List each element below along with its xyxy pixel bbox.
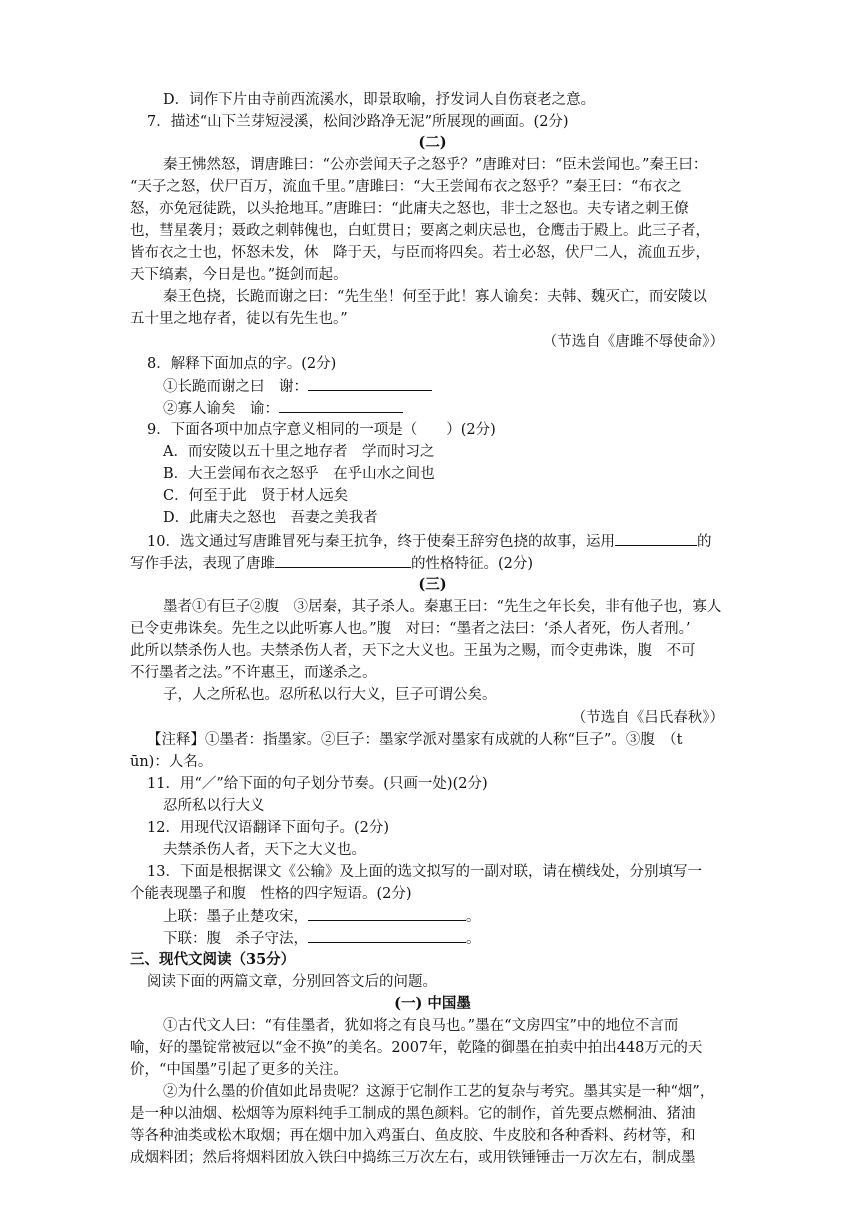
text-line-l06	[130, 199, 689, 219]
text-line-l19	[163, 486, 348, 506]
line-text: 三、现代文阅读（35分）	[130, 951, 296, 968]
line-text: 13．下面是根据课文《公输》及上面的选文拟写的一副对联，请在横线处，分别填写一	[147, 864, 702, 880]
text-line-l04	[163, 155, 707, 175]
text-line-l42	[0, 994, 865, 1014]
line-text: “天子之怒，伏尸百万，流血千里。”唐雎曰：“大王尝闻布衣之怒乎？”秦王曰：“布衣之	[130, 179, 682, 195]
text-line-l16	[147, 420, 496, 440]
line-text: ①长跪而谢之曰 谢：	[163, 379, 308, 395]
line-text: 是一种以油烟、松烟等为原料纯手工制成的黑色颜料。它的制作，首先要点燃桐油、猪油	[130, 1106, 696, 1122]
text-line-l44	[130, 1038, 702, 1058]
text-line-l29	[0, 708, 724, 728]
text-line-l07	[130, 221, 710, 241]
line-text: 五十里之地存者，徒以有先生也。”	[130, 311, 348, 327]
text-line-l12	[0, 332, 724, 352]
text-line-l32	[147, 774, 488, 794]
line-text: （节选自《唐雎不辱使命》）	[542, 334, 724, 350]
line-text: (一) 中国墨	[394, 995, 471, 1012]
text-line-l36	[147, 862, 702, 882]
line-text: 不行墨者之法。”不许惠王，而遂杀之。	[130, 665, 377, 681]
line-text: 个能表现墨子和腹 性格的四字短语。(2分)	[130, 886, 412, 902]
answer-blank[interactable]	[308, 376, 432, 391]
text-line-l02	[147, 112, 569, 132]
line-text: 怒，亦免冠徒跣，以头抢地耳。”唐雎曰：“此庸夫之怒也，非士之怒也。夫专诸之刺王僚	[130, 201, 689, 217]
text-line-l17	[163, 442, 434, 462]
text-line-l37	[130, 884, 412, 904]
text-line-l25	[130, 619, 691, 639]
text-line-l08	[130, 243, 710, 263]
text-line-l26	[130, 641, 696, 661]
text-line-l35	[163, 840, 366, 860]
line-text: 子，人之所私也。忍所私以行大义，巨子可谓公矣。	[163, 687, 497, 703]
line-text: 价，“中国墨”引起了更多的关注。	[130, 1062, 348, 1078]
text-line-l41	[147, 972, 437, 992]
text-line-l40	[130, 950, 295, 970]
line-text-after: 。	[466, 909, 481, 925]
text-line-l30	[147, 730, 682, 750]
line-text: 墨者①有巨子②腹 ③居秦，其子杀人。秦惠王曰：“先生之年长矣，非有他子也，寡人	[163, 599, 722, 615]
line-text-after: 。	[466, 931, 481, 947]
text-line-l24	[163, 597, 721, 617]
text-line-l10	[163, 287, 707, 307]
text-line-l18	[163, 464, 435, 484]
line-text: 11．用“／”给下面的句子划分节奏。(只画一处)(2分)	[147, 776, 488, 792]
line-text: (二)	[418, 134, 447, 151]
text-line-l31	[130, 752, 212, 772]
text-line-l38	[163, 906, 481, 927]
line-text: ūn)：人名。	[130, 754, 213, 770]
line-text: D．此庸夫之怒也 吾妻之美我者	[163, 510, 378, 526]
text-line-l49	[130, 1148, 696, 1168]
text-line-l48	[130, 1126, 696, 1146]
text-line-l28	[163, 685, 497, 705]
line-text: D．词作下片由寺前西流溪水，即景取喻，抒发词人自伤衰老之意。	[163, 92, 596, 108]
line-text: ②为什么墨的价值如此昂贵呢？这源于它制作工艺的复杂与考究。墨其实是一种“烟”，	[163, 1084, 715, 1100]
line-text: 喻，好的墨锭常被冠以“金不换”的美名。2007年，乾隆的御墨在拍卖中拍出448万元的天	[130, 1040, 703, 1056]
line-text: 已令吏弗诛矣。先生之以此听寡人也。”腹 对曰：“墨者之法曰：‘杀人者死，伤人者刑。’	[130, 621, 691, 637]
text-line-l20	[163, 508, 378, 528]
line-text: 上联：墨子止楚攻宋，	[163, 909, 308, 925]
text-line-l11	[130, 309, 348, 329]
text-line-l09	[130, 265, 348, 285]
answer-blank[interactable]	[275, 553, 411, 568]
line-text: 忍所私以行大义	[163, 798, 265, 814]
line-text: 皆布衣之士也，怀怒未发，休 降于天，与臣而将四矣。若士必怒，伏尸二人，流血五步，	[130, 245, 710, 261]
text-line-l33	[163, 796, 265, 816]
answer-blank[interactable]	[308, 928, 466, 943]
line-text: ②寡人谕矣 谕：	[163, 401, 279, 417]
answer-blank[interactable]	[279, 398, 403, 413]
text-line-l34	[147, 818, 389, 838]
line-text: 夫禁杀伤人者，天下之大义也。	[163, 842, 366, 858]
text-line-l43	[163, 1016, 678, 1036]
text-line-l14	[163, 376, 432, 397]
line-text: 7．描述“山下兰芽短浸溪，松间沙路净无泥”所展现的画面。(2分)	[147, 114, 569, 130]
text-line-l27	[130, 663, 377, 683]
line-text: 写作手法，表现了唐雎	[130, 556, 275, 572]
text-line-l46	[163, 1082, 714, 1102]
line-text-after: 的	[696, 534, 712, 550]
line-text: A．而安陵以五十里之地存者 学而时习之	[163, 444, 435, 460]
line-text: 12．用现代汉语翻译下面句子。(2分)	[147, 820, 389, 836]
line-text: 此所以禁杀伤人也。夫禁杀伤人者，天下之大义也。王虽为之赐，而令吏弗诛，腹 不可	[130, 643, 696, 659]
line-text: 秦王色挠，长跪而谢之曰：“先生坐！何至于此！寡人谕矣：夫韩、魏灭亡，而安陵以	[163, 289, 707, 305]
answer-blank[interactable]	[615, 531, 697, 546]
line-text: 阅读下面的两篇文章，分别回答文后的问题。	[147, 974, 437, 990]
line-text: B．大王尝闻布衣之怒乎 在乎山水之间也	[163, 466, 435, 482]
text-line-l45	[130, 1060, 348, 1080]
line-text: 10．选文通过写唐雎冒死与秦王抗争，终于使秦王辞穷色挠的故事，运用	[147, 534, 615, 550]
line-text: C．何至于此 贤于材人远矣	[163, 488, 349, 504]
line-text: ①古代文人曰：“有佳墨者，犹如将之有良马也。”墨在“文房四宝”中的地位不言而	[163, 1018, 679, 1034]
text-line-l01	[163, 90, 595, 110]
line-text: （节选自《吕氏春秋》）	[571, 710, 724, 726]
text-line-l47	[130, 1104, 696, 1124]
text-line-l05	[130, 177, 682, 197]
line-text: 9．下面各项中加点字意义相同的一项是（ ）(2分)	[147, 422, 496, 438]
line-text: 8．解释下面加点的字。(2分)	[147, 356, 337, 372]
line-text: 成烟料团；然后将烟料团放入铁臼中捣练三万次左右，或用铁锤锤击一万次左右，制成墨	[130, 1150, 696, 1166]
text-line-l03	[0, 133, 865, 153]
text-line-l22	[130, 553, 533, 574]
text-line-l23	[0, 575, 865, 595]
text-line-l15	[163, 398, 403, 419]
text-line-l21	[147, 531, 711, 552]
answer-blank[interactable]	[308, 906, 466, 921]
line-text: 【注释】①墨者：指墨家。②巨子：墨家学派对墨家有成就的人称“巨子”。③腹 （t	[147, 732, 683, 748]
text-line-l13	[147, 354, 336, 374]
line-text-after: 的性格特征。(2分)	[411, 556, 534, 572]
line-text: 秦王怫然怒，谓唐雎曰：“公亦尝闻天子之怒乎？”唐雎对曰：“臣未尝闻也。”秦王曰：	[163, 157, 708, 173]
line-text: 也，彗星袭月；聂政之刺韩傀也，白虹贯日；要离之刺庆忌也，仓鹰击于殿上。此三子者，	[130, 223, 710, 239]
line-text: 天下缟素，今日是也。”挺剑而起。	[130, 267, 348, 283]
line-text: 等各种油类或松木取烟；再在烟中加入鸡蛋白、鱼皮胶、牛皮胶和各种香料、药材等，和	[130, 1128, 696, 1144]
line-text: (三)	[418, 576, 447, 593]
text-line-l39	[163, 928, 481, 949]
line-text: 下联：腹 杀子守法，	[163, 931, 308, 947]
